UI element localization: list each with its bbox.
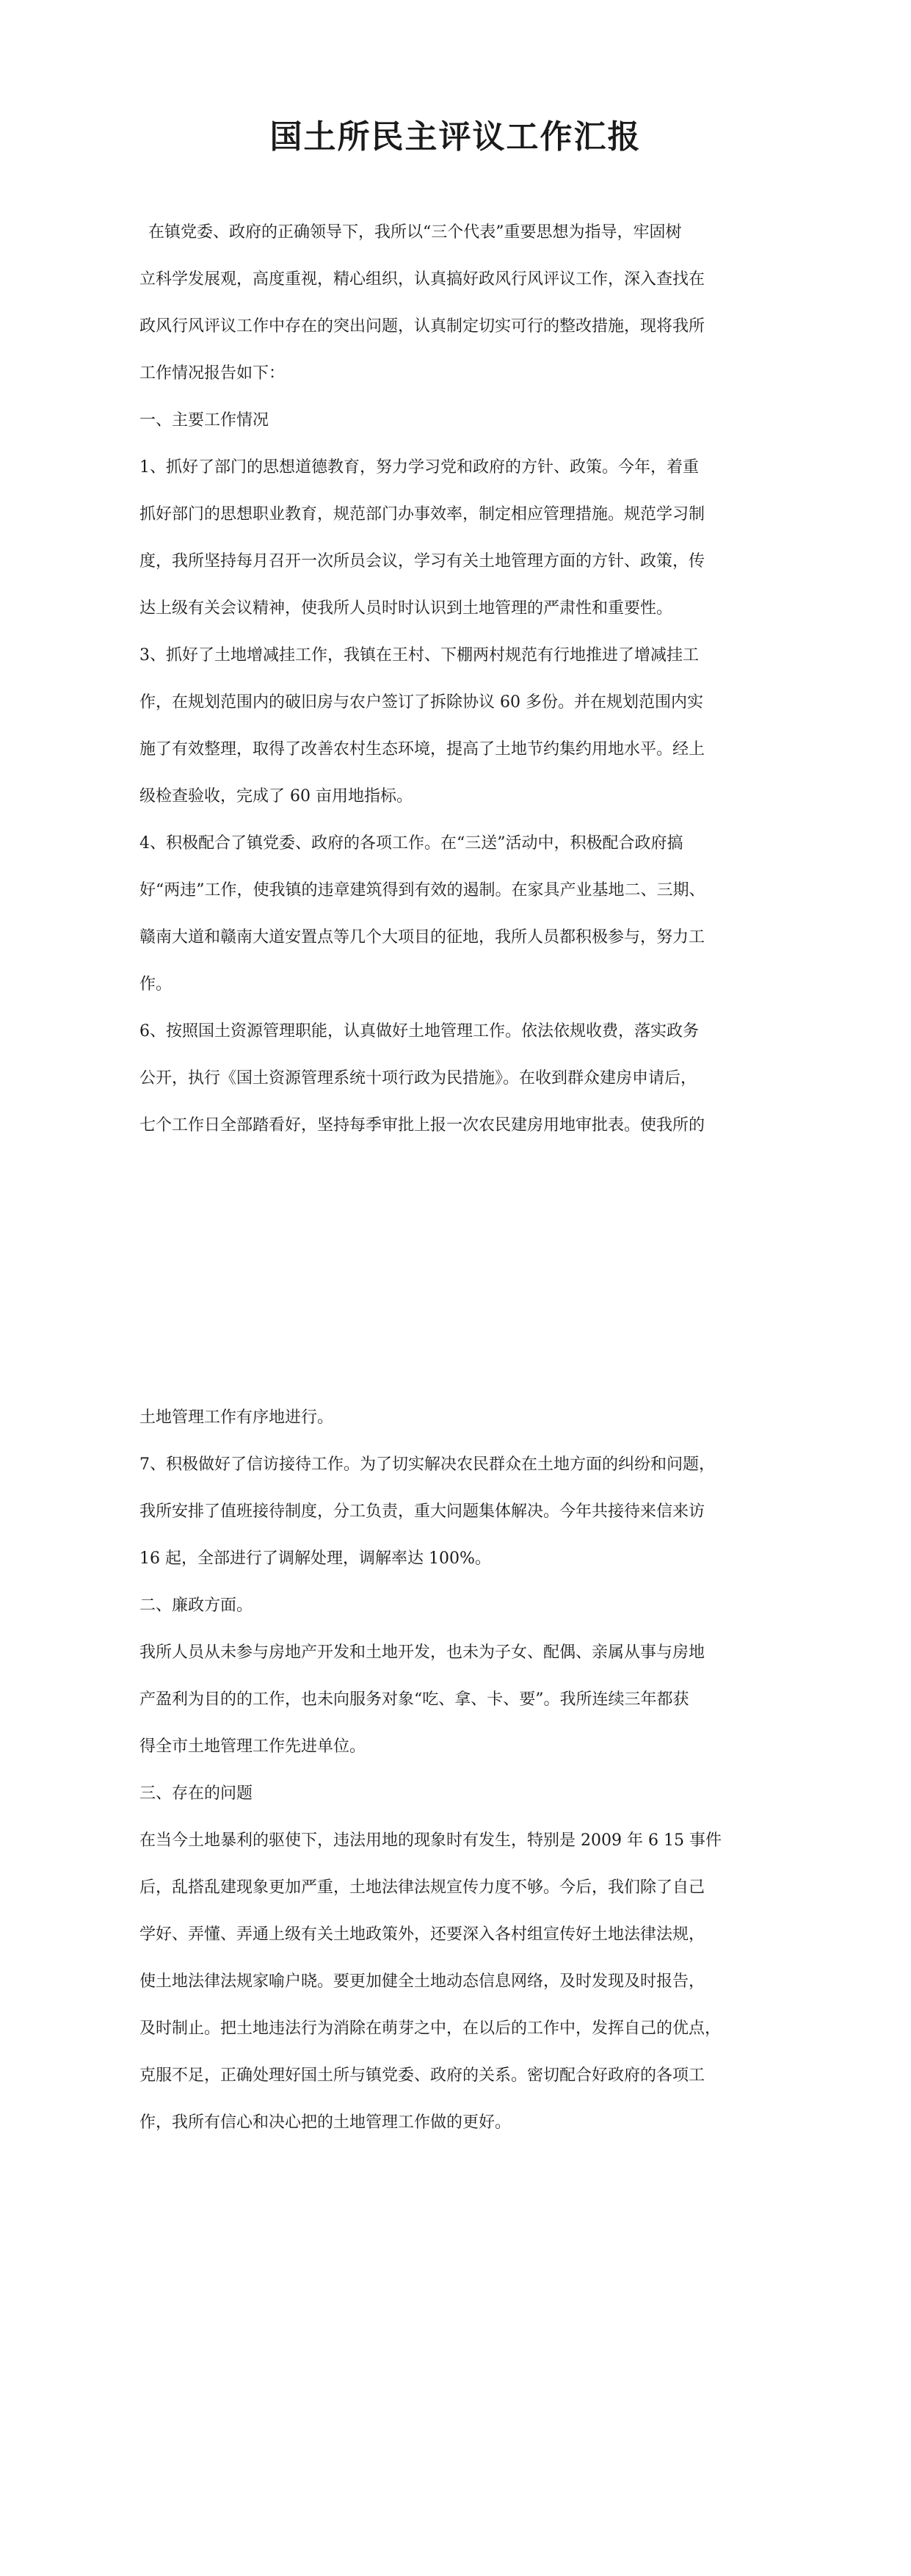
text-line: 立科学发展观，高度重视，精心组织，认真搞好政风行风评议工作，深入查找在 (139, 270, 705, 289)
text-line: 达上级有关会议精神，使我所人员时时认识到土地管理的严肃性和重要性。 (139, 599, 673, 618)
text-line: 公开，执行《国土资源管理系统十项行政为民措施》。在收到群众建房申请后， (139, 1069, 697, 1088)
text-line: 度，我所坚持每月召开一次所员会议，学习有关土地管理方面的方针、政策，传 (139, 552, 705, 571)
text-line: 政风行风评议工作中存在的突出问题，认真制定切实可行的整改措施，现将我所 (139, 317, 705, 336)
text-line: 好“两违”工作，使我镇的违章建筑得到有效的遏制。在家具产业基地二、三期、 (139, 881, 705, 900)
text-line: 4、积极配合了镇党委、政府的各项工作。在“三送”活动中，积极配合政府搞 (139, 834, 683, 853)
text-line: 后，乱搭乱建现象更加严重，土地法律法规宣传力度不够。今后，我们除了自己 (139, 1878, 705, 1897)
text-line: 一、主要工作情况 (139, 411, 269, 430)
text-line: 赣南大道和赣南大道安置点等几个大项目的征地，我所人员都积极参与，努力工 (139, 928, 705, 947)
text-line: 三、存在的问题 (139, 1784, 253, 1803)
text-line: 得全市土地管理工作先进单位。 (139, 1737, 366, 1756)
text-line: 施了有效整理，取得了改善农村生态环境，提高了土地节约集约用地水平。经上 (139, 740, 705, 759)
text-line: 6、按照国土资源管理职能，认真做好土地管理工作。依法依规收费，落实政务 (139, 1022, 699, 1041)
document-body-part-1 (139, 209, 785, 1149)
text-line: 我所人员从未参与房地产开发和土地开发，也未为子女、配偶、亲属从事与房地 (139, 1643, 705, 1662)
text-line: 及时制止。把土地违法行为消除在萌芽之中，在以后的工作中，发挥自己的优点， (139, 2019, 722, 2038)
text-line: 作，我所有信心和决心把的土地管理工作做的更好。 (139, 2113, 512, 2132)
text-line: 七个工作日全部踏看好，坚持每季审批上报一次农民建房用地审批表。使我所的 (139, 1116, 705, 1135)
text-line: 使土地法律法规家喻户晓。要更加健全土地动态信息网络，及时发现及时报告， (139, 1972, 705, 1991)
document-title: 国土所民主评议工作汇报 (269, 118, 642, 156)
text-line: 克服不足，正确处理好国土所与镇党委、政府的关系。密切配合好政府的各项工 (139, 2066, 705, 2085)
document-body-part-2 (139, 1394, 785, 2146)
text-line: 在当今土地暴利的驱使下，违法用地的现象时有发生，特别是 2009 年 6 15 事件 (139, 1831, 722, 1850)
text-line: 级检查验收，完成了 60 亩用地指标。 (139, 787, 413, 806)
text-line: 学好、弄懂、弄通上级有关土地政策外，还要深入各村组宣传好土地法律法规， (139, 1925, 705, 1944)
text-line: 产盈利为目的的工作，也未向服务对象“吃、拿、卡、要”。我所连续三年都获 (139, 1690, 689, 1709)
text-line: 在镇党委、政府的正确领导下，我所以“三个代表”重要思想为指导，牢固树 (148, 223, 682, 242)
text-line: 我所安排了值班接待制度，分工负责，重大问题集体解决。今年共接待来信来访 (139, 1502, 705, 1521)
text-line: 7、积极做好了信访接待工作。为了切实解决农民群众在土地方面的纠纷和问题， (139, 1455, 715, 1474)
text-line: 工作情况报告如下： (139, 364, 286, 383)
text-line: 土地管理工作有序地进行。 (139, 1408, 334, 1427)
text-line: 1、抓好了部门的思想道德教育，努力学习党和政府的方针、政策。今年，着重 (139, 458, 699, 477)
text-line: 16 起，全部进行了调解处理，调解率达 100%。 (139, 1549, 491, 1568)
text-line: 3、抓好了土地增减挂工作，我镇在王村、下棚两村规范有行地推进了增减挂工 (139, 646, 699, 665)
text-line: 作。 (139, 975, 173, 994)
text-line: 抓好部门的思想职业教育，规范部门办事效率，制定相应管理措施。规范学习制 (139, 505, 705, 524)
text-line: 作，在规划范围内的破旧房与农户签订了拆除协议 60 多份。并在规划范围内实 (139, 693, 703, 712)
text-line: 二、廉政方面。 (139, 1596, 253, 1615)
